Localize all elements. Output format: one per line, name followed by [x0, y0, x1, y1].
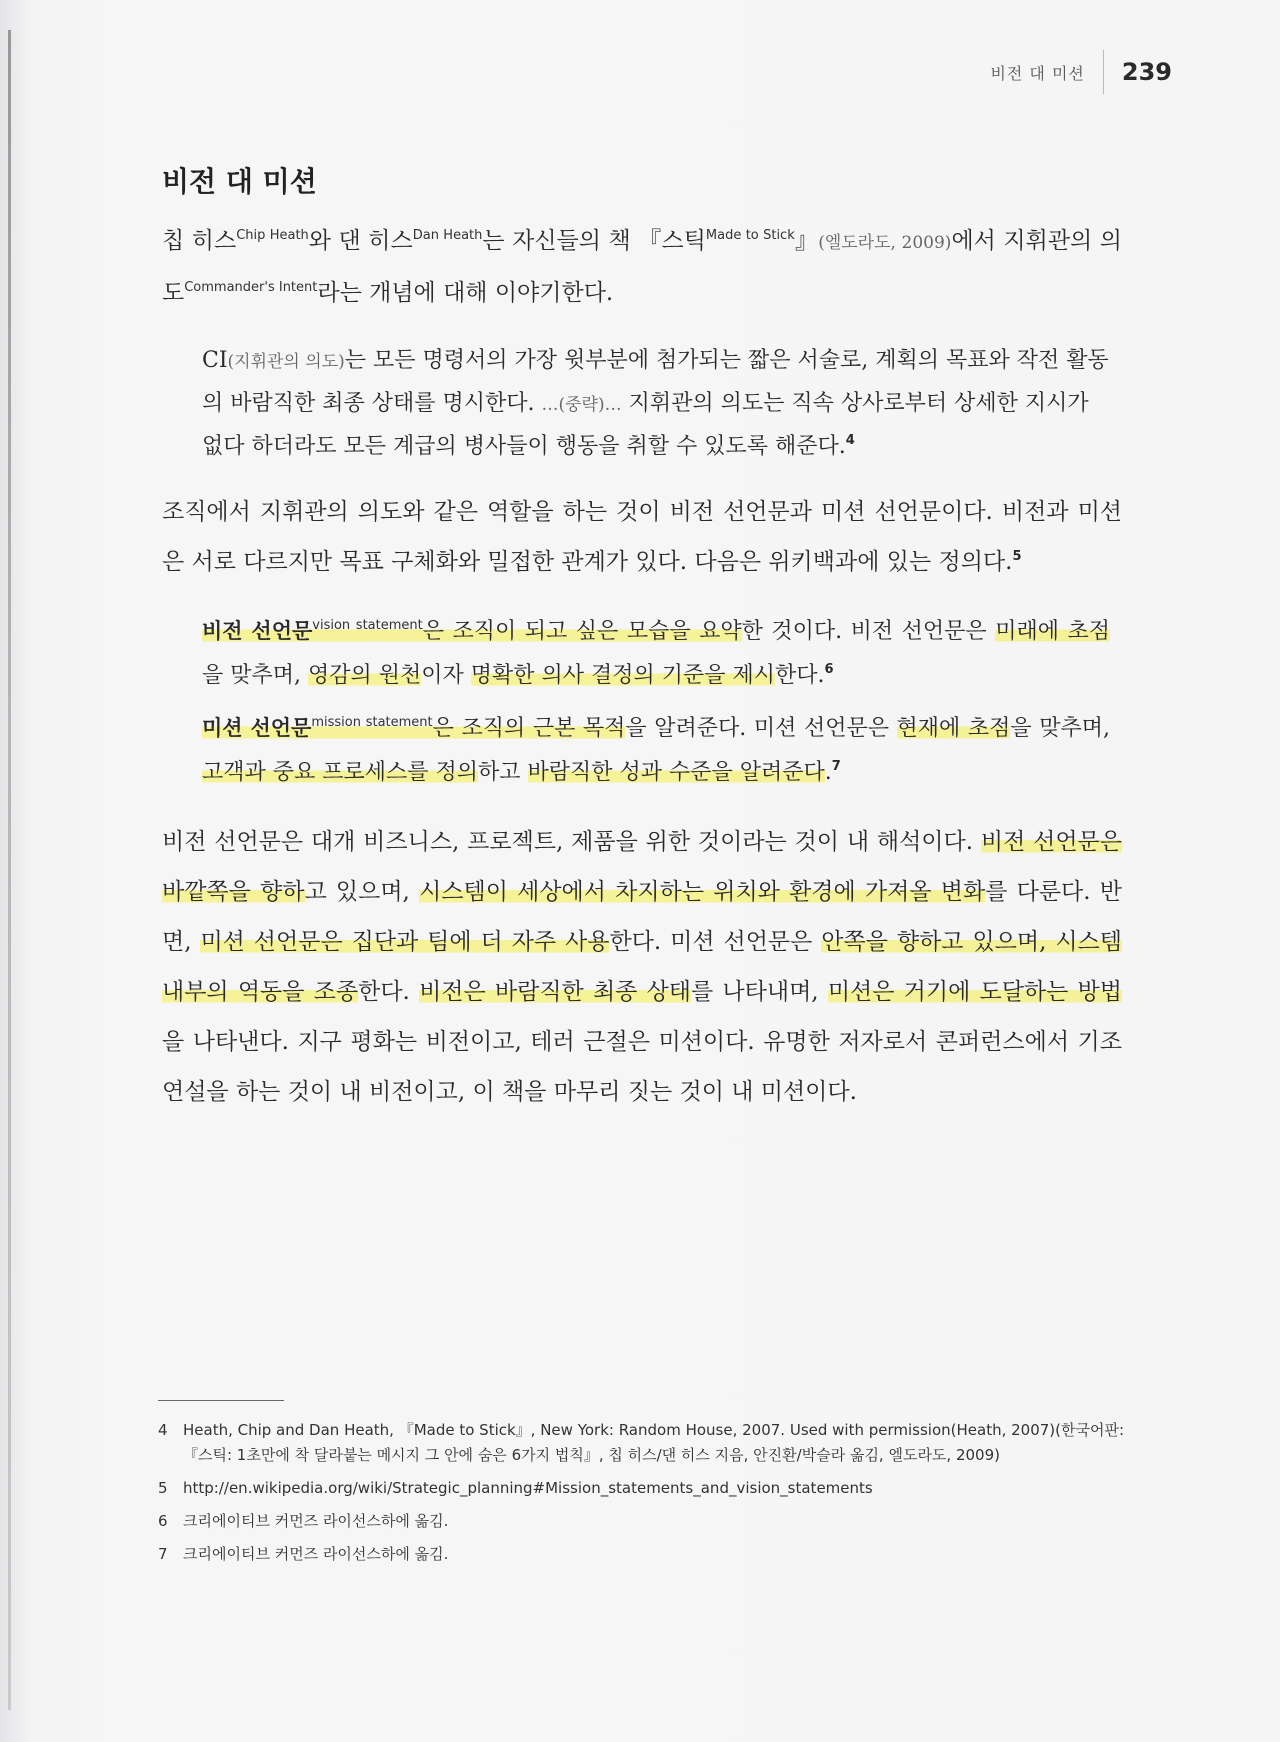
term-mission-statement: 미션 선언문	[202, 716, 312, 740]
quote-text: 는 모든 명령서의 가장 윗부분에 첨가되는 짧은 서술로, 계획의 목표와 작전 활동의 바람직한 최종 상태를 명시한다.	[202, 348, 1109, 416]
highlighted-text: 바람직한 성과 수준을 알려준다	[527, 760, 825, 785]
book-publisher: (엘도라도, 2009)	[818, 233, 952, 253]
footnote-5	[158, 1476, 1128, 1501]
english-term: Dan Heath	[412, 228, 483, 243]
vision-definition	[202, 609, 1110, 698]
intro-text: 에서 지휘관의 의도	[162, 228, 1123, 306]
quote-text: 을 알려준다. 미션 선언문은	[625, 716, 897, 741]
header-divider	[1103, 50, 1104, 94]
body-text: 를 다룬다. 반면,	[162, 879, 1122, 955]
body-paragraph	[162, 487, 1122, 587]
footnote-number: 7	[158, 1545, 168, 1563]
intro-text: 칩 히스	[162, 228, 237, 254]
english-term: vision statement	[312, 618, 423, 633]
english-term: mission statement	[311, 715, 433, 730]
footnote-number: 5	[158, 1479, 168, 1497]
body-text: 한다. 미션 선언문은	[609, 929, 822, 955]
body-text: 를 나타내며,	[691, 979, 828, 1005]
intro-paragraph	[162, 216, 1122, 318]
intro-text: 』	[794, 228, 819, 254]
body-text: 한다.	[358, 979, 420, 1005]
quote-text: 이자	[421, 663, 471, 688]
quote-text: CI	[202, 348, 228, 373]
running-title: 비전 대 미션	[990, 63, 1085, 83]
highlighted-text: 안쪽을 향하고 있으며, 시스템 내부의 역동을 조종	[162, 929, 1122, 1005]
highlighted-text: 시스템이 세상에서 차지하는 위치와 환경에 가져올 변화	[419, 879, 986, 905]
highlight	[202, 619, 742, 644]
footnote-ref: 6	[824, 662, 834, 677]
quote-text: .	[824, 760, 832, 785]
body-text: 비전 선언문은 대개 비즈니스, 프로젝트, 제품을 위한 것이라는 것이 내 해석이다.	[162, 829, 981, 855]
body-text: 조직에서 지휘관의 의도와 같은 역할을 하는 것이 비전 선언문과 미션 선언문이다. 비전과 미션은 서로 다르지만 목표 구체화와 밀접한 관계가 있다. 다음은 위키백과에 있는 정의다.	[162, 499, 1122, 575]
footnote-ref: 5	[1012, 549, 1022, 564]
intro-text: 는 자신들의 책 『스틱	[482, 228, 706, 254]
footnotes	[158, 1418, 1128, 1575]
footnote-divider	[158, 1400, 284, 1401]
highlighted-text: 비전은 바람직한 최종 상태	[419, 979, 692, 1005]
footnote-text: 크리에이티브 커먼즈 라이선스하에 옮김.	[183, 1512, 449, 1530]
block-quote-definitions	[202, 609, 1110, 795]
highlighted-text: 영감의 원천	[308, 663, 422, 688]
quote-text: 을 맞추며,	[202, 663, 308, 688]
highlighted-text: 비전 선언문은 바깥쪽을 향하	[162, 829, 1122, 905]
footnote-text: 크리에이티브 커먼즈 라이선스하에 옮김.	[183, 1545, 449, 1563]
body-text: 고 있으며,	[304, 879, 420, 905]
running-header	[990, 52, 1172, 92]
highlighted-text: 은 조직의 근본 목적	[432, 716, 626, 741]
intro-text: 와 댄 히스	[308, 228, 413, 254]
quote-text: 한 것이다. 비전 선언문은	[741, 619, 996, 644]
quote-text: 하고	[478, 760, 528, 785]
term-vision-statement: 비전 선언문	[202, 619, 313, 643]
quote-text: 을 맞추며,	[1010, 716, 1110, 741]
highlighted-text: 현재에 초점	[896, 716, 1011, 741]
quote-text: 한다.	[775, 663, 825, 688]
section-title: 비전 대 미션	[162, 165, 317, 198]
footnote-7	[158, 1542, 1128, 1567]
binding-shadow	[8, 30, 11, 1710]
footnote-ref: 4	[845, 433, 855, 448]
body-text: 을 나타낸다. 지구 평화는 비전이고, 테러 근절은 미션이다. 유명한 저자로서 콘퍼런스에서 기조 연설을 하는 것이 내 비전이고, 이 책을 마무리 짓는 것이 내 미션이다.	[162, 1029, 1122, 1105]
footnote-text: Heath, Chip and Dan Heath, 『Made to Stick』, New York: Random House, 2007. Used with permission(Heath, 2007)(한국어판: 『스틱: 1초만에 착 달라붙는 메시지 그 안에 숨은 6가지 법칙』, 칩 히스/댄 히스 지음, 안진환/박슬라 옮김, 엘도라도, 2009)	[183, 1421, 1125, 1464]
page-number: 239	[1121, 58, 1172, 86]
footnote-number: 4	[158, 1421, 168, 1439]
highlighted-text: 은 조직이 되고 싶은 모습을 요약	[422, 619, 742, 644]
footnote-4	[158, 1418, 1128, 1468]
footnote-url[interactable]: http://en.wikipedia.org/wiki/Strategic_planning#Mission_statements_and_vision_statements	[183, 1479, 873, 1497]
highlighted-text: 미래에 초점	[995, 619, 1110, 644]
quote-aside: (지휘관의 의도)	[227, 352, 345, 372]
main-content	[162, 160, 1122, 1117]
highlighted-text: 고객과 중요 프로세스를 정의	[202, 760, 479, 785]
footnote-ref: 7	[831, 759, 841, 774]
english-term: Made to Stick	[705, 228, 795, 243]
quote-ellipsis: …(중략)…	[541, 395, 622, 415]
highlight	[202, 716, 625, 741]
block-quote-commanders-intent	[202, 340, 1110, 467]
interpretation-paragraph	[162, 817, 1122, 1117]
highlighted-text: 미션 선언문은 집단과 팀에 더 자주 사용	[200, 929, 610, 955]
english-term: Commander's Intent	[184, 280, 318, 295]
mission-definition	[202, 706, 1110, 795]
highlighted-text: 명확한 의사 결정의 기준을 제시	[470, 663, 776, 688]
english-term: Chip Heath	[236, 228, 309, 243]
quote-text: 지휘관의 의도는 직속 상사로부터 상세한 지시가 없다 하더라도 모든 계급의 병사들이 행동을 취할 수 있도록 해준다.	[202, 391, 1089, 459]
footnote-number: 6	[158, 1512, 168, 1530]
intro-text: 라는 개념에 대해 이야기한다.	[317, 280, 614, 306]
highlighted-text: 미션은 거기에 도달하는 방법	[827, 979, 1122, 1005]
footnote-6	[158, 1509, 1128, 1534]
